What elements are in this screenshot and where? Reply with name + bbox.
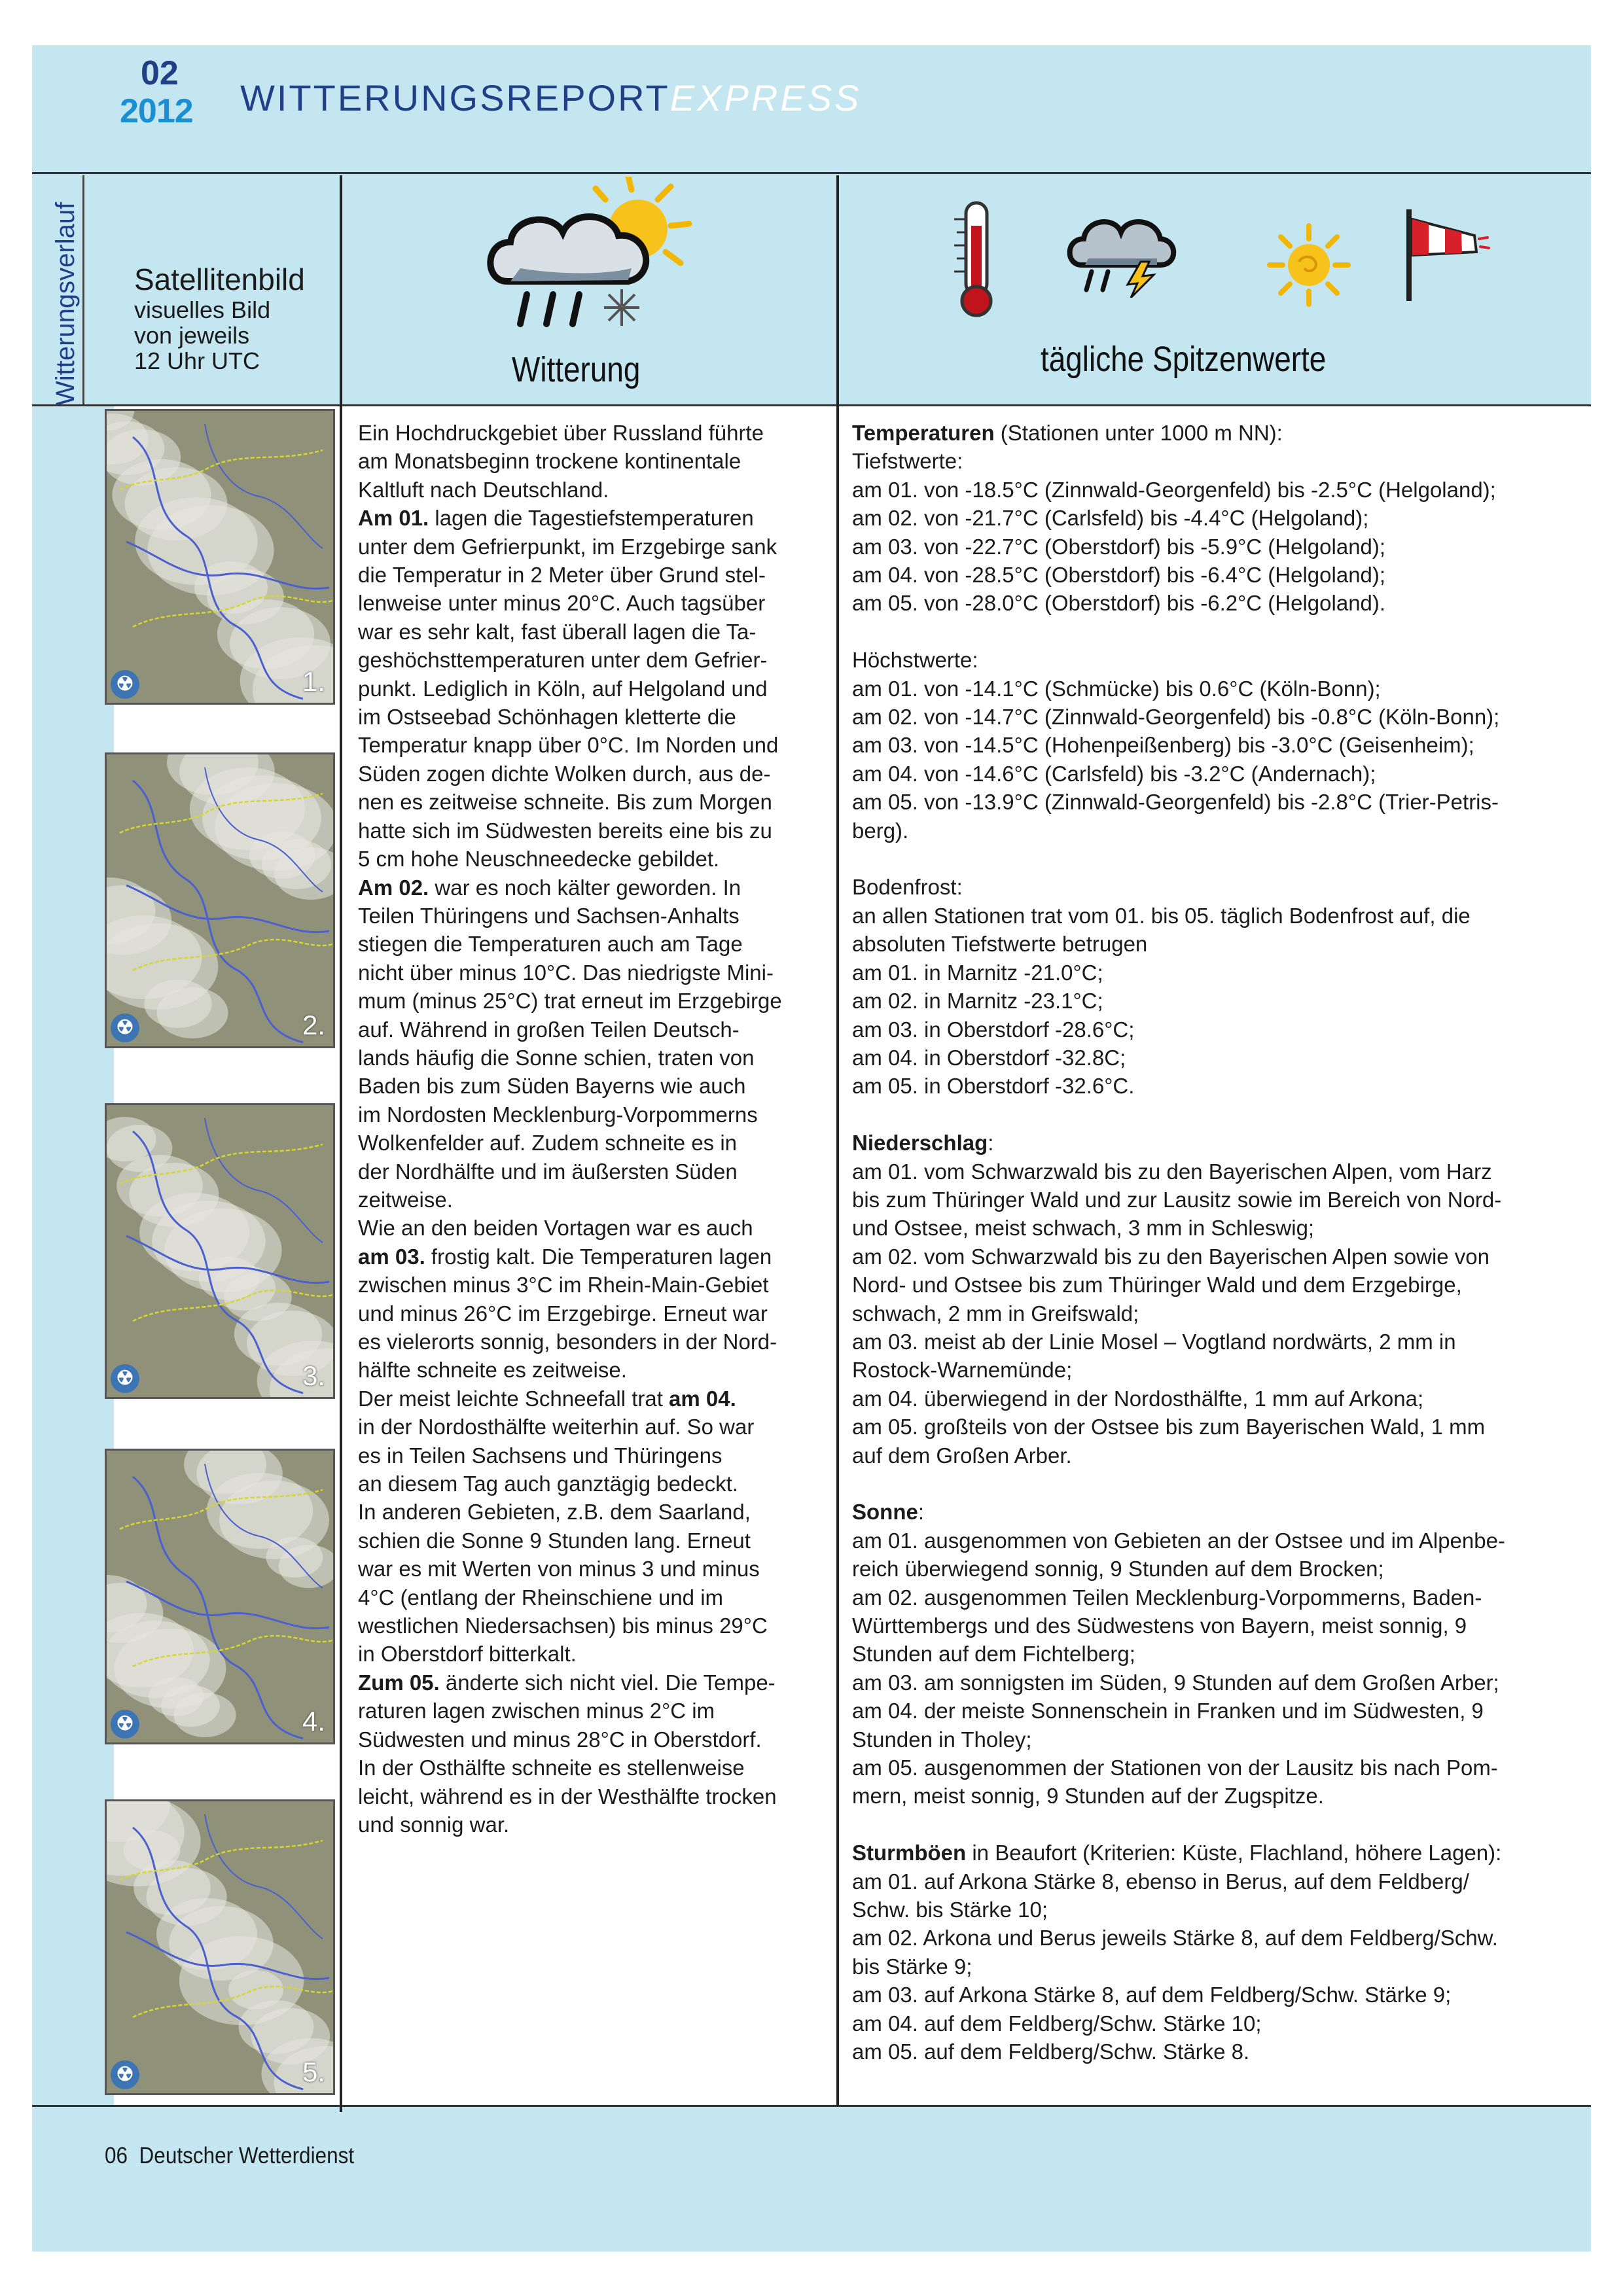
paragraph-gap bbox=[852, 1810, 1578, 1839]
satellite-image bbox=[105, 1799, 335, 2095]
text-line: am 04. von -28.5°C (Oberstdorf) bis -6.4°C (Helgoland); bbox=[852, 563, 1386, 588]
text-line: zeitweise. bbox=[358, 1187, 453, 1212]
satellite-image bbox=[105, 1449, 335, 1744]
text-line: lenweise unter minus 20°C. Auch tagsüber bbox=[358, 591, 766, 616]
text-line bbox=[852, 419, 1578, 447]
text-line: am 04. überwiegend in der Nordosthälfte, 1 mm auf Arkona; bbox=[852, 1386, 1424, 1411]
text-line: am 04. der meiste Sonnenschein in Franken und im Südwesten, 9 bbox=[852, 1699, 1484, 1723]
text-line: Tiefstwerte: bbox=[852, 449, 963, 474]
satellite-image-label: 2. bbox=[302, 1010, 325, 1040]
weather-column-title: Witterung bbox=[512, 350, 641, 389]
satellite-subtitle-line: von jeweils bbox=[134, 322, 250, 349]
text-line: am 05. in Oberstdorf -32.6°C. bbox=[852, 1074, 1135, 1099]
text-line: 4°C (entlang der Rheinschiene und im bbox=[358, 1585, 724, 1610]
text-line: am 05. großteils von der Ostsee bis zum Bayerischen Wald, 1 mm bbox=[852, 1415, 1486, 1439]
text-segment: lagen die Tagestiefstemperaturen bbox=[429, 506, 754, 531]
text-line: am 05. von -13.9°C (Zinnwald-Georgenfeld) bis -2.8°C (Trier-Petris- bbox=[852, 790, 1499, 815]
text-line: am 03. von -14.5°C (Hohenpeißenberg) bis -3.0°C (Geisenheim); bbox=[852, 733, 1474, 758]
cloud-sun-snow-icon bbox=[481, 177, 697, 344]
text-line: nicht über minus 10°C. Das niedrigste Mini- bbox=[358, 960, 774, 985]
text-line bbox=[358, 1669, 828, 1697]
text-line: am 02. ausgenommen Teilen Mecklenburg-Vorpommerns, Baden- bbox=[852, 1585, 1482, 1610]
text-line: und sonnig war. bbox=[358, 1812, 510, 1837]
text-line: Süden zogen dichte Wolken durch, aus de- bbox=[358, 761, 771, 786]
text-line: in der Nordosthälfte weiterhin auf. So war bbox=[358, 1415, 755, 1439]
text-line: am 05. von -28.0°C (Oberstdorf) bis -6.2°C (Helgoland). bbox=[852, 591, 1386, 616]
satellite-image bbox=[105, 409, 335, 705]
text-line: im Nordosten Mecklenburg-Vorpommerns bbox=[358, 1102, 758, 1127]
report-title-express: EXPRESS bbox=[669, 77, 862, 118]
report-title-main: WITTERUNGSREPORT bbox=[240, 77, 670, 118]
dwd-logo-icon: ☢ bbox=[111, 1364, 139, 1393]
text-line: die Temperatur in 2 Meter über Grund stel- bbox=[358, 563, 766, 588]
text-line: mum (minus 25°C) trat erneut im Erzgebirge bbox=[358, 989, 782, 1014]
text-line: der Nordhälfte und im äußersten Süden bbox=[358, 1159, 738, 1184]
text-line: am 04. in Oberstdorf -32.8C; bbox=[852, 1045, 1126, 1070]
sidebar-divider-line bbox=[82, 175, 84, 404]
text-line: am 01. von -18.5°C (Zinnwald-Georgenfeld) bis -2.5°C (Helgoland); bbox=[852, 477, 1496, 502]
header-divider-line bbox=[32, 172, 1591, 174]
text-line: am 02. vom Schwarzwald bis zu den Bayerischen Alpen sowie von bbox=[852, 1244, 1489, 1269]
text-segment: (Stationen unter 1000 m NN): bbox=[994, 421, 1283, 445]
text-line: Teilen Thüringens und Sachsen-Anhalts bbox=[358, 903, 740, 928]
publisher-name: Deutscher Wetterdienst bbox=[139, 2143, 355, 2168]
satellite-image-label: 5. bbox=[302, 2057, 325, 2087]
bold-text-segment: Sonne bbox=[852, 1500, 918, 1525]
text-line bbox=[852, 1498, 1578, 1526]
text-line: am 02. von -21.7°C (Carlsfeld) bis -4.4°C (Helgoland); bbox=[852, 506, 1369, 531]
satellite-image-label: 3. bbox=[302, 1360, 325, 1391]
text-line: am 02. in Marnitz -23.1°C; bbox=[852, 989, 1103, 1014]
satellite-image-label: 4. bbox=[302, 1706, 325, 1737]
text-line: hälfte schneite es zeitweise. bbox=[358, 1358, 627, 1383]
text-line: am 01. in Marnitz -21.0°C; bbox=[852, 960, 1103, 985]
text-line: punkt. Lediglich in Köln, auf Helgoland und bbox=[358, 676, 768, 701]
text-line: am 03. am sonnigsten im Süden, 9 Stunden auf dem Großen Arber; bbox=[852, 1670, 1499, 1695]
text-line: leicht, während es in der Westhälfte trocken bbox=[358, 1784, 777, 1809]
text-line: am 01. ausgenommen von Gebieten an der Ostsee und im Alpenbe- bbox=[852, 1528, 1505, 1553]
text-line: mern, meist sonnig, 9 Stunden auf der Zugspitze. bbox=[852, 1784, 1324, 1809]
paragraph-gap bbox=[852, 1470, 1578, 1498]
column-divider-left bbox=[340, 175, 342, 2112]
sun-icon bbox=[1266, 222, 1351, 311]
text-line: In der Osthälfte schneite es stellenweise bbox=[358, 1756, 745, 1780]
text-line: in Oberstdorf bitterkalt. bbox=[358, 1642, 577, 1667]
bold-text-segment: Sturmböen bbox=[852, 1841, 967, 1865]
footer-divider-line bbox=[32, 2105, 1591, 2107]
text-line: zwischen minus 3°C im Rhein-Main-Gebiet bbox=[358, 1273, 769, 1298]
text-line: am 04. auf dem Feldberg/Schw. Stärke 10; bbox=[852, 2011, 1262, 2036]
text-line: Wolkenfelder auf. Zudem schneite es in bbox=[358, 1131, 738, 1156]
text-line: am 02. Arkona und Berus jeweils Stärke 8, auf dem Feldberg/Schw. bbox=[852, 1926, 1498, 1951]
text-line: am 05. ausgenommen der Stationen von der Lausitz bis nach Pom- bbox=[852, 1756, 1498, 1780]
text-line: am 03. meist ab der Linie Mosel – Vogtland nordwärts, 2 mm in bbox=[852, 1329, 1456, 1354]
text-line: hatte sich im Südwesten bereits eine bis zu bbox=[358, 818, 772, 843]
text-line: reich überwiegend sonnig, 9 Stunden auf dem Brocken; bbox=[852, 1557, 1384, 1581]
text-line: Wie an den beiden Vortagen war es auch bbox=[358, 1216, 753, 1241]
text-line: Kaltluft nach Deutschland. bbox=[358, 477, 609, 502]
text-line: am 03. von -22.7°C (Oberstdorf) bis -5.9°C (Helgoland); bbox=[852, 534, 1386, 559]
text-line: am 01. vom Schwarzwald bis zu den Bayerischen Alpen, vom Harz bbox=[852, 1159, 1492, 1184]
thunderstorm-cloud-icon bbox=[1065, 213, 1177, 301]
text-line: Schw. bis Stärke 10; bbox=[852, 1898, 1048, 1922]
dwd-logo-icon: ☢ bbox=[111, 1014, 139, 1042]
bold-text-segment: am 03. bbox=[358, 1244, 425, 1269]
text-line: nen es zeitweise schneite. Bis zum Morgen bbox=[358, 790, 772, 815]
paragraph-gap bbox=[852, 618, 1578, 646]
text-line: Temperatur knapp über 0°C. Im Norden und bbox=[358, 733, 779, 758]
peak-values-text bbox=[852, 419, 1578, 2066]
paragraph-gap bbox=[852, 845, 1578, 873]
satellite-image bbox=[105, 1103, 335, 1399]
text-line: auf. Während in großen Teilen Deutsch- bbox=[358, 1017, 740, 1042]
text-line: im Ostseebad Schönhagen kletterte die bbox=[358, 705, 736, 730]
text-line: am 02. von -14.7°C (Zinnwald-Georgenfeld) bis -0.8°C (Köln-Bonn); bbox=[852, 705, 1500, 730]
issue-year: 2012 bbox=[120, 92, 193, 130]
sidebar-vertical-label: Witterungsverlauf bbox=[51, 202, 80, 406]
text-line: am 01. auf Arkona Stärke 8, ebenso in Berus, auf dem Feldberg/ bbox=[852, 1869, 1469, 1894]
text-line: Höchstwerte: bbox=[852, 648, 978, 673]
text-segment: änderte sich nicht viel. Die Tempe- bbox=[439, 1670, 776, 1695]
text-line: es vielerorts sonnig, besonders in der Nord- bbox=[358, 1330, 777, 1354]
text-line: unter dem Gefrierpunkt, im Erzgebirge sank bbox=[358, 534, 777, 559]
text-line: schien die Sonne 9 Stunden lang. Erneut bbox=[358, 1528, 751, 1553]
text-line: Ein Hochdruckgebiet über Russland führte bbox=[358, 421, 764, 445]
text-line: Baden bis zum Süden Bayerns wie auch bbox=[358, 1074, 746, 1099]
text-line: war es sehr kalt, fast überall lagen die Ta- bbox=[358, 619, 757, 644]
text-segment: frostig kalt. Die Temperaturen lagen bbox=[425, 1244, 772, 1269]
satellite-image bbox=[105, 752, 335, 1048]
text-line bbox=[358, 1385, 828, 1413]
bold-text-segment: Temperaturen bbox=[852, 421, 995, 445]
text-line: absoluten Tiefstwerte betrugen bbox=[852, 932, 1148, 957]
text-line: Stunden auf dem Fichtelberg; bbox=[852, 1642, 1135, 1667]
text-line: Stunden in Tholey; bbox=[852, 1727, 1032, 1752]
text-line: lands häufig die Sonne schien, traten von bbox=[358, 1045, 755, 1070]
text-line: bis zum Thüringer Wald und zur Lausitz sowie im Bereich von Nord- bbox=[852, 1187, 1502, 1212]
text-line: am 01. von -14.1°C (Schmücke) bis 0.6°C (Köln-Bonn); bbox=[852, 676, 1381, 701]
satellite-subtitle-line: 12 Uhr UTC bbox=[134, 347, 260, 374]
thermometer-icon bbox=[948, 200, 1007, 321]
text-line bbox=[358, 1243, 828, 1271]
satellite-title: Satellitenbild bbox=[134, 262, 305, 296]
text-line: stiegen die Temperaturen auch am Tage bbox=[358, 932, 743, 957]
text-line: und Ostsee, meist schwach, 3 mm in Schleswig; bbox=[852, 1216, 1315, 1241]
text-line: westlichen Niedersachsen) bis minus 29°C bbox=[358, 1614, 768, 1638]
text-line: Nord- und Ostsee bis zum Thüringer Wald und dem Erzgebirge, bbox=[852, 1273, 1462, 1298]
issue-number: 02 bbox=[141, 54, 179, 92]
text-line: 5 cm hohe Neuschneedecke gebildet. bbox=[358, 847, 720, 872]
text-line: war es mit Werten von minus 3 und minus bbox=[358, 1557, 760, 1581]
text-line: am 03. in Oberstdorf -28.6°C; bbox=[852, 1017, 1135, 1042]
text-line: auf dem Großen Arber. bbox=[852, 1443, 1072, 1468]
bold-text-segment: am 04. bbox=[669, 1386, 736, 1411]
text-line: geshöchsttemperaturen unter dem Gefrier- bbox=[358, 648, 768, 673]
footer bbox=[105, 2143, 354, 2169]
paragraph-gap bbox=[852, 1101, 1578, 1129]
satellite-subtitle-line: visuelles Bild bbox=[134, 296, 271, 323]
text-line: Württembergs und des Südwestens von Bayern, meist sonnig, 9 bbox=[852, 1614, 1467, 1638]
satellite-column-heading bbox=[134, 262, 305, 374]
text-segment: in Beaufort (Kriterien: Küste, Flachland, höhere Lagen): bbox=[966, 1841, 1502, 1865]
text-line: am 04. von -14.6°C (Carlsfeld) bis -3.2°C (Andernach); bbox=[852, 761, 1376, 786]
bold-text-segment: Am 01. bbox=[358, 506, 429, 531]
text-line: es in Teilen Sachsens und Thüringens bbox=[358, 1443, 722, 1468]
bold-text-segment: Niederschlag bbox=[852, 1131, 988, 1156]
text-line: schwach, 2 mm in Greifswald; bbox=[852, 1301, 1139, 1326]
text-line bbox=[358, 874, 828, 902]
text-line: Rostock-Warnemünde; bbox=[852, 1358, 1073, 1383]
text-line bbox=[358, 504, 828, 532]
text-line: In anderen Gebieten, z.B. dem Saarland, bbox=[358, 1500, 751, 1525]
page-number: 06 bbox=[105, 2143, 128, 2168]
text-segment: : bbox=[918, 1500, 925, 1525]
text-line: an allen Stationen trat vom 01. bis 05. täglich Bodenfrost auf, die bbox=[852, 903, 1471, 928]
peak-values-column-title: tägliche Spitzenwerte bbox=[1041, 340, 1327, 379]
text-line: Südwesten und minus 28°C in Oberstdorf. bbox=[358, 1727, 762, 1752]
text-line: am 05. auf dem Feldberg/Schw. Stärke 8. bbox=[852, 2040, 1250, 2064]
text-line: bis Stärke 9; bbox=[852, 1954, 972, 1979]
text-line: an diesem Tag auch ganztägig bedeckt. bbox=[358, 1472, 738, 1496]
text-line: raturen lagen zwischen minus 2°C im bbox=[358, 1699, 715, 1723]
windsock-icon bbox=[1399, 206, 1491, 308]
text-segment: : bbox=[988, 1131, 994, 1156]
column-divider-right bbox=[836, 175, 839, 2106]
weather-text bbox=[358, 419, 828, 1839]
text-line bbox=[852, 1129, 1578, 1157]
dwd-logo-icon: ☢ bbox=[111, 1710, 139, 1739]
text-segment: Der meist leichte Schneefall trat bbox=[358, 1386, 669, 1411]
dwd-logo-icon: ☢ bbox=[111, 2060, 139, 2089]
report-title bbox=[240, 77, 861, 119]
text-line: am 03. auf Arkona Stärke 8, auf dem Feldberg/Schw. Stärke 9; bbox=[852, 1983, 1452, 2007]
satellite-image-label: 1. bbox=[302, 666, 325, 697]
bold-text-segment: Am 02. bbox=[358, 875, 429, 900]
text-line bbox=[852, 1839, 1578, 1867]
text-line: berg). bbox=[852, 818, 909, 843]
text-line: am Monatsbeginn trockene kontinentale bbox=[358, 449, 741, 474]
column-header-divider-line bbox=[32, 404, 1591, 406]
bold-text-segment: Zum 05. bbox=[358, 1670, 440, 1695]
text-line: und minus 26°C im Erzgebirge. Erneut war bbox=[358, 1301, 768, 1326]
text-segment: war es noch kälter geworden. In bbox=[429, 875, 741, 900]
dwd-logo-icon: ☢ bbox=[111, 670, 139, 699]
text-line: Bodenfrost: bbox=[852, 875, 963, 900]
